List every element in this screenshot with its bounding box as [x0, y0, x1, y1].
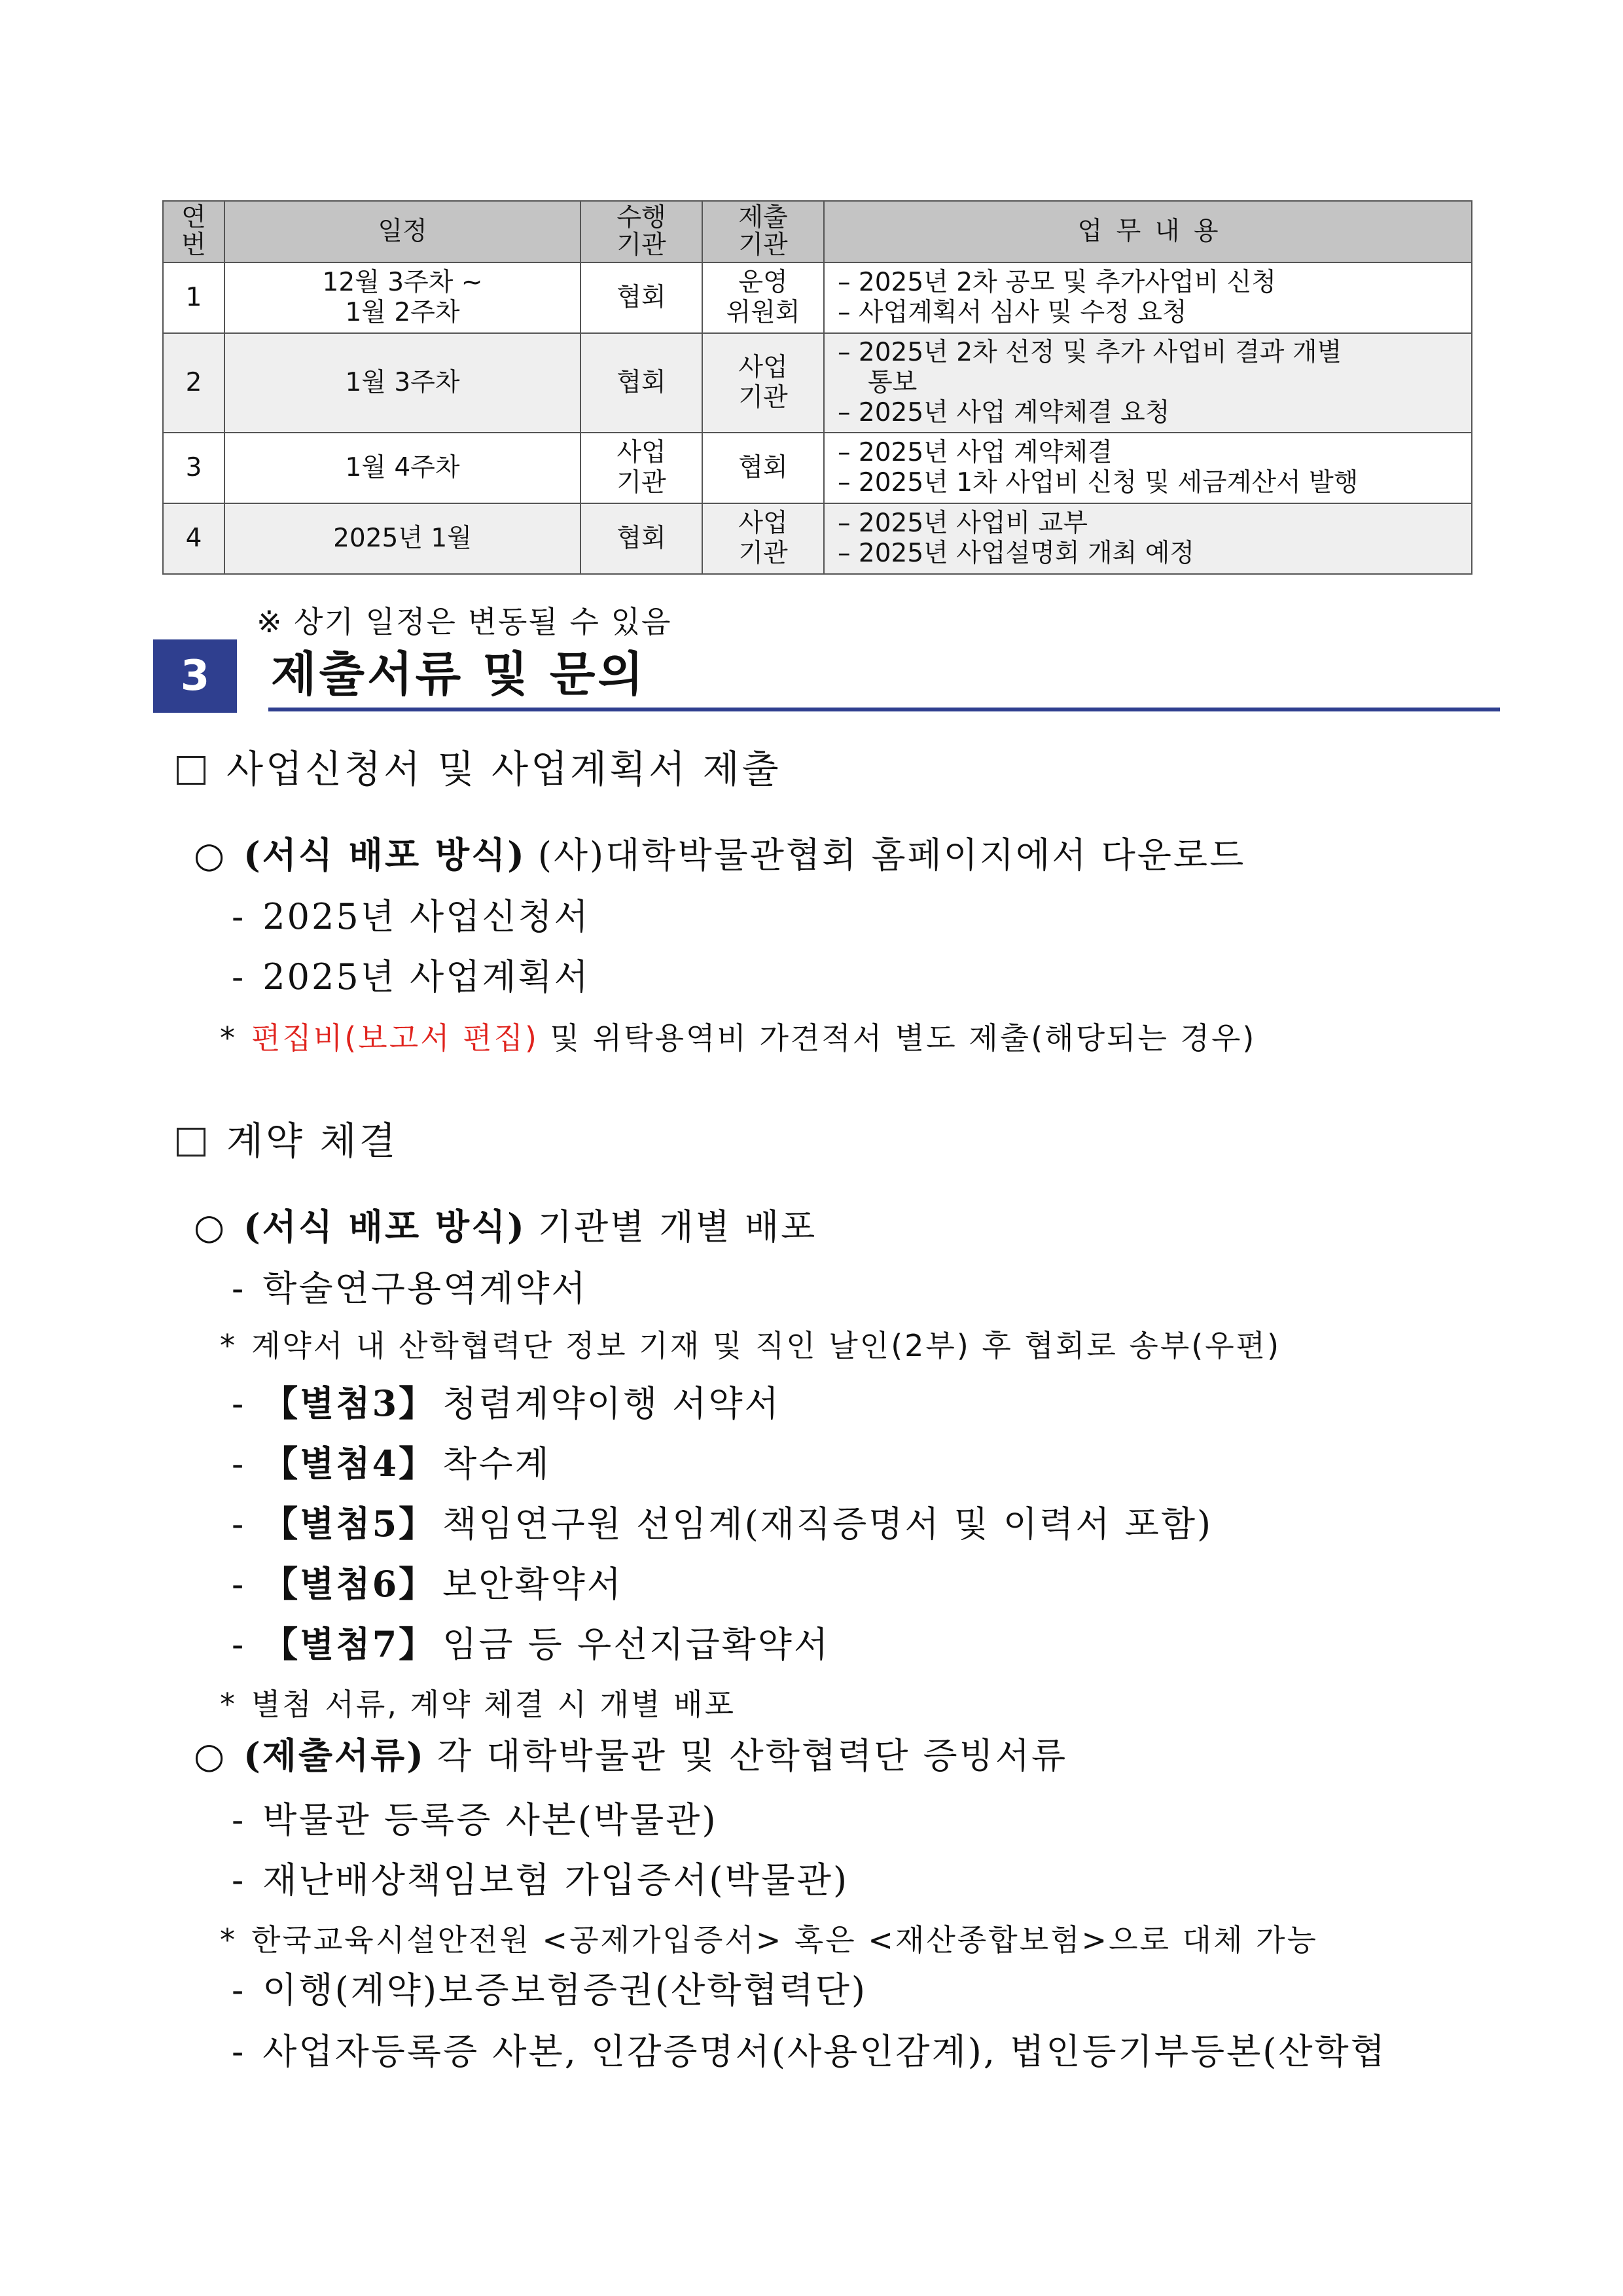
schedule-note: ※ 상기 일정은 변동될 수 있음: [257, 604, 672, 639]
row-no: 1: [163, 262, 224, 333]
row-tasks: – 2025년 2차 선정 및 추가 사업비 결과 개별 통보 – 2025년 사업 계약체결 요청: [824, 333, 1472, 433]
table-row: [163, 433, 1472, 503]
table-row: [163, 333, 1472, 433]
part1-circle-item: ○ (서식 배포 방식) (사)대학박물관협회 홈페이지에서 다운로드: [194, 834, 1246, 876]
part2-header: 계약 체결: [177, 1110, 399, 1165]
section-number-badge: 3: [153, 639, 237, 713]
row-tasks: – 2025년 사업비 교부 – 2025년 사업설명회 개최 예정: [824, 503, 1472, 574]
checkbox-square-icon: [177, 1128, 205, 1157]
section-title: 제출서류 및 문의: [271, 647, 646, 702]
attachment-item: - 【별첨3】 청렴계약이행 서약서: [232, 1382, 781, 1424]
attachment-item: - 【별첨5】 책임연구원 선임계(재직증명서 및 이력서 포함): [232, 1503, 1213, 1545]
row-performer: 사업 기관: [580, 433, 702, 503]
row-no: 2: [163, 333, 224, 433]
circle-bullet-icon: ○: [194, 834, 227, 876]
part2-note: * 별첨 서류, 계약 체결 시 개별 배포: [220, 1687, 736, 1722]
row-no: 3: [163, 433, 224, 503]
row-date: 2025년 1월: [224, 503, 580, 574]
section-underline: [268, 708, 1500, 711]
table-row: [163, 503, 1472, 574]
row-date: 12월 3주차 ~ 1월 2주차: [224, 262, 580, 333]
circle-bullet-icon: ○: [194, 1206, 227, 1247]
row-performer: 협회: [580, 503, 702, 574]
row-submitter: 협회: [702, 433, 824, 503]
row-submitter: 사업 기관: [702, 503, 824, 574]
row-no: 4: [163, 503, 224, 574]
row-tasks: – 2025년 2차 공모 및 추가사업비 신청 – 사업계획서 심사 및 수정 요청: [824, 262, 1472, 333]
row-performer: 협회: [580, 262, 702, 333]
part2-circle-item: ○ (서식 배포 방식) 기관별 개별 배포: [194, 1206, 817, 1247]
header-no: 연 번: [163, 201, 224, 262]
attachment-item: - 【별첨4】 착수계: [232, 1443, 551, 1484]
row-date: 1월 4주차: [224, 433, 580, 503]
part1-item: - 2025년 사업계획서: [232, 956, 590, 997]
row-submitter: 운영 위원회: [702, 262, 824, 333]
header-date: 일정: [224, 201, 580, 262]
part1-note: * 편집비(보고서 편집) 및 위탁용역비 가견적서 별도 제출(해당되는 경우): [220, 1020, 1257, 1056]
attachment-item: - 【별첨7】 임금 등 우선지급확약서: [232, 1623, 830, 1665]
part1-header: 사업신청서 및 사업계획서 제출: [177, 738, 781, 793]
doc-item: - 이행(계약)보증보험증권(산학협력단): [232, 1969, 867, 2011]
part2-note: * 계약서 내 산학협력단 정보 기재 및 직인 날인(2부) 후 협회로 송부(우편): [220, 1328, 1281, 1363]
header-submitter: 제출 기관: [702, 201, 824, 262]
doc-item: - 박물관 등록증 사본(박물관): [232, 1799, 718, 1840]
part2-note: * 한국교육시설안전원 <공제가입증서> 혹은 <재산종합보험>으로 대체 가능: [220, 1922, 1318, 1958]
part2-item: - 학술연구용역계약서: [232, 1268, 588, 1309]
part2-circle-item: ○ (제출서류) 각 대학박물관 및 산학협력단 증빙서류: [194, 1734, 1068, 1776]
header-performer: 수행 기관: [580, 201, 702, 262]
circle-bullet-icon: ○: [194, 1735, 227, 1776]
doc-item: - 재난배상책임보험 가입증서(박물관): [232, 1859, 849, 1901]
schedule-table: [162, 200, 1472, 575]
attachment-item: - 【별첨6】 보안확약서: [232, 1563, 623, 1605]
row-submitter: 사업 기관: [702, 333, 824, 433]
table-row: [163, 262, 1472, 333]
row-performer: 협회: [580, 333, 702, 433]
doc-item: - 사업자등록증 사본, 인감증명서(사용인감계), 법인등기부등본(산학협: [232, 2031, 1387, 2072]
part1-item: - 2025년 사업신청서: [232, 896, 590, 937]
checkbox-square-icon: [177, 756, 205, 785]
header-tasks: 업무내용: [824, 201, 1472, 262]
schedule-header-row: [163, 201, 1472, 262]
row-date: 1월 3주차: [224, 333, 580, 433]
row-tasks: – 2025년 사업 계약체결 – 2025년 1차 사업비 신청 및 세금계산서 발행: [824, 433, 1472, 503]
